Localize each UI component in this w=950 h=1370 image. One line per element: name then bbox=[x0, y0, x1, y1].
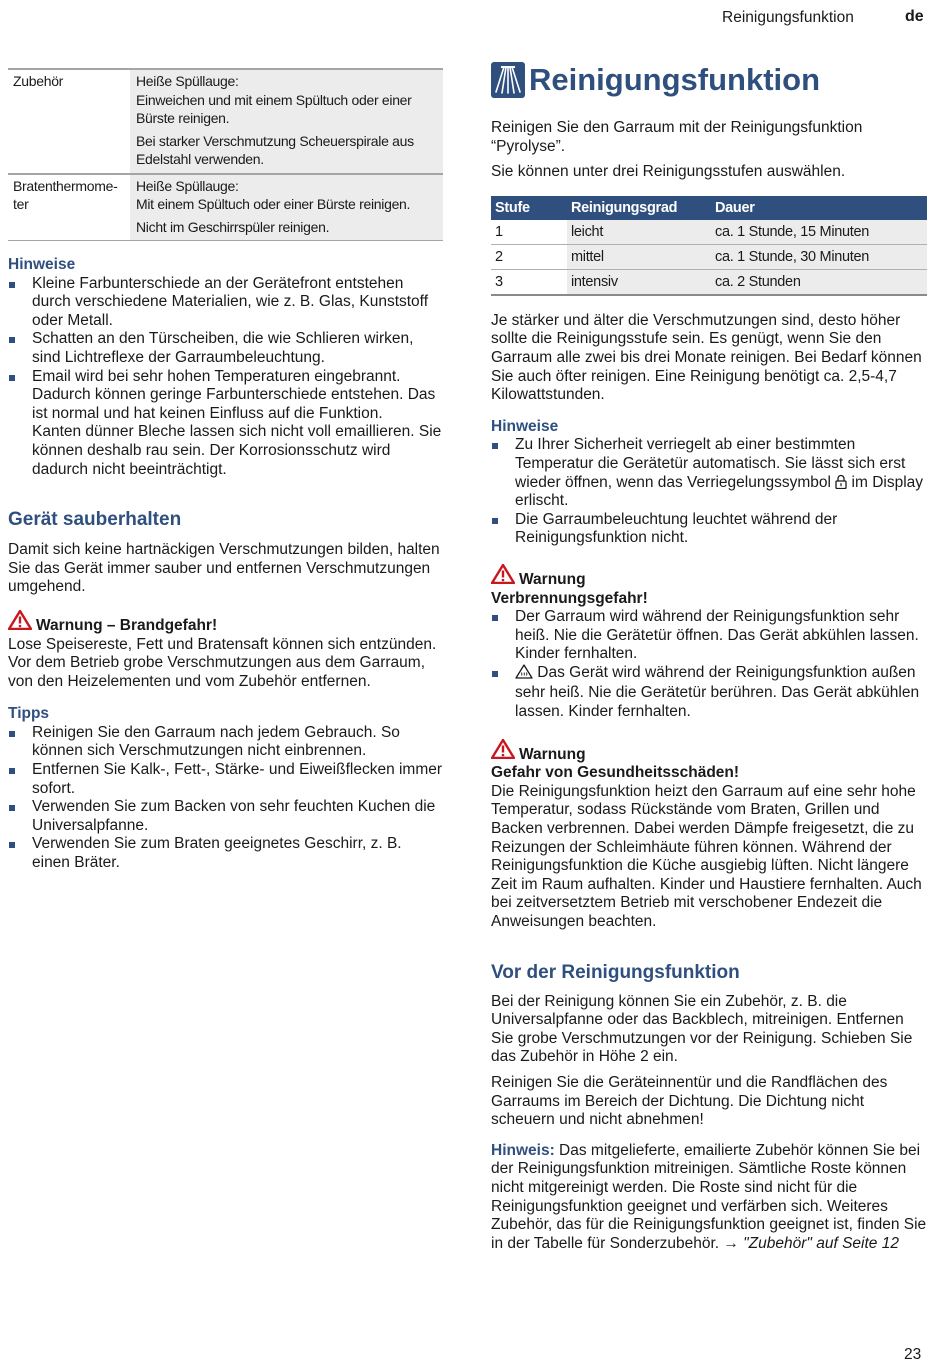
table-cell: ca. 1 Stunde, 30 Minuten bbox=[711, 245, 927, 270]
accessory-name bbox=[8, 174, 130, 241]
list-item: Die Garraumbeleuchtung leuchtet während der Reinigungsfunktion nicht. bbox=[491, 511, 927, 548]
column-header: Stufe bbox=[491, 196, 567, 220]
paragraph: Je stärker und älter die Verschmutzungen sind, desto höher sollte die Reinigungsstufe sein. Es genügt, wenn Sie den Garraum alle zwei bis drei Monate reinigen. Bei Bedarf können Sie auch öfter reinigen. Eine Reinigung benötigt ca. 2,5-4,7 Kilowattstunden. bbox=[491, 311, 922, 404]
left-column bbox=[8, 68, 443, 873]
table-cell: 2 bbox=[491, 245, 567, 270]
instruction: Nicht im Geschirrspüler reinigen. bbox=[136, 218, 330, 235]
table-cell: mittel bbox=[567, 245, 711, 270]
table-cell: leicht bbox=[567, 220, 711, 245]
intro-text: Reinigen Sie den Garraum mit der Reinigungsfunktion “Pyrolyse”. bbox=[491, 119, 863, 155]
list-item: Der Garraum wird während der Reinigungsfunktion sehr heiß. Nie die Gerätetür öffnen. Das Gerät abkühlen lassen. Kinder fernhalten. bbox=[491, 608, 927, 664]
tips-list bbox=[8, 724, 443, 873]
list-item: Entfernen Sie Kalk-, Fett-, Stärke- und Eiweißflecken immer sofort. bbox=[8, 761, 443, 798]
warning-title: Warnung bbox=[519, 570, 586, 588]
table-header-row bbox=[491, 196, 927, 220]
list-item bbox=[491, 436, 927, 510]
warning-heading bbox=[8, 610, 443, 636]
paragraph: Bei der Reinigung können Sie ein Zubehör, z. B. die Universalpfanne oder das Backblech, mitreinigen. Entfernen Sie grobe Verschmutzungen vor der Reinigung. Schieben Sie das Zubehör in Höhe 2 ein. bbox=[491, 992, 913, 1066]
warning-heading bbox=[491, 739, 927, 765]
column-header: Dauer bbox=[711, 196, 927, 220]
list-item: Verwenden Sie zum Braten geeignetes Geschirr, z. B. einen Bräter. bbox=[8, 835, 443, 872]
accessory-instructions bbox=[130, 174, 443, 241]
page-number: 23 bbox=[904, 1346, 922, 1363]
table-cell: 1 bbox=[491, 220, 567, 245]
list-item: Schatten an den Türscheiben, die wie Schlieren wirken, sind Lichtreflexe der Garraumbeleuchtung. bbox=[8, 330, 443, 367]
warning-text: Lose Speisereste, Fett und Bratensaft können sich entzünden. Vor dem Betrieb grobe Verschmutzungen aus dem Garraum, von den Heizelementen und vom Zubehör entfernen. bbox=[8, 635, 437, 690]
instruction: Heiße Spüllauge: Einweichen und mit einem Spültuch oder einer Bürste reinigen. bbox=[136, 73, 412, 126]
tips-heading: Tipps bbox=[8, 705, 50, 723]
paragraph: Reinigen Sie die Geräteinnentür und die Randflächen des Garraums im Bereich der Dichtung. Die Dichtung nicht scheuern und nicht abnehmen! bbox=[491, 1073, 888, 1129]
accessory-cleaning-table bbox=[8, 68, 443, 241]
hot-surface-icon bbox=[515, 664, 533, 685]
note-text: Zu Ihrer Sicherheit verriegelt ab einer bestimmten Temperatur die Gerätetür automatisch. Sie lässt sich erst wieder öffnen, wenn das Verriegelungssymbol bbox=[515, 436, 906, 491]
warning-triangle-icon bbox=[491, 739, 515, 765]
warning-item-text: Das Gerät wird während der Reinigungsfunktion außen sehr heiß. Nie die Gerätetür berühren. Das Gerät abkühlen lassen. Kinder fernhalten. bbox=[515, 663, 920, 721]
table-cell: ca. 2 Stunden bbox=[711, 270, 927, 295]
notes-heading: Hinweise bbox=[8, 256, 76, 273]
warning-triangle-icon bbox=[491, 564, 515, 590]
arrow-right-icon: → bbox=[723, 1234, 739, 1252]
section-title: Vor der Reinigungsfunktion bbox=[491, 961, 740, 983]
table-cell: 3 bbox=[491, 270, 567, 295]
list-item bbox=[491, 664, 927, 722]
header-title: Reinigungsfunktion bbox=[722, 9, 854, 26]
table-cell: intensiv bbox=[567, 270, 711, 295]
hint-label: Hinweis: bbox=[491, 1141, 555, 1159]
notes-list bbox=[8, 275, 443, 424]
warning-title: Warnung – Brandgefahr! bbox=[36, 616, 218, 634]
right-column bbox=[491, 62, 927, 1253]
accessory-instructions bbox=[130, 69, 443, 174]
hint-paragraph bbox=[491, 1142, 927, 1254]
list-item: Verwenden Sie zum Backen von sehr feuchten Kuchen die Universalpfanne. bbox=[8, 798, 443, 835]
warning-heading bbox=[491, 564, 927, 590]
pyrolysis-cleaning-icon bbox=[491, 62, 525, 98]
list-item: Email wird bei sehr hohen Temperaturen eingebrannt. Dadurch können geringe Farbunterschiede entstehen. Das ist normal und hat keinen Einfluss auf die Funktion. bbox=[8, 368, 443, 424]
accessory-name-text: Zubehör bbox=[13, 73, 64, 89]
table-row bbox=[491, 270, 927, 295]
hint-text: Das mitgelieferte, emailierte Zubehör können Sie bei der Reinigungsfunktion mitreinigen. Sämtliche Roste können nicht mitgereinigt werden. Die Roste sind nicht für die Reinigungsfunktion geeignet und verfärben sich. Weiteres Zubehör, das für die Reinigungsfunktion geeignet ist, finden Sie in der Tabelle für Sonderzubehör. bbox=[491, 1141, 927, 1252]
warning-triangle-icon bbox=[8, 610, 32, 636]
table-cell: ca. 1 Stunde, 15 Minuten bbox=[711, 220, 927, 245]
note-text: im Display erlischt. bbox=[515, 473, 924, 510]
chapter-title bbox=[491, 62, 927, 98]
table-row bbox=[8, 69, 443, 174]
cross-reference-link[interactable]: "Zubehör" auf Seite 12 bbox=[738, 1234, 899, 1252]
notes-list bbox=[491, 436, 927, 548]
accessory-name bbox=[8, 69, 130, 174]
list-item: Reinigen Sie den Garraum nach jedem Gebrauch. So können sich Verschmutzungen nicht einbrennen. bbox=[8, 724, 443, 761]
intro-text: Sie können unter drei Reinigungsstufen auswählen. bbox=[491, 163, 846, 181]
table-row bbox=[8, 174, 443, 241]
column-header: Reinigungsgrad bbox=[567, 196, 711, 220]
instruction: Bei starker Verschmutzung Scheuerspirale aus Edelstahl verwenden. bbox=[136, 132, 414, 167]
header-language: de bbox=[905, 8, 924, 25]
notes-heading: Hinweise bbox=[491, 417, 559, 435]
section-text: Damit sich keine hartnäckigen Verschmutzungen bilden, halten Sie das Gerät immer sauber und entfernen Verschmutzungen umgehend. bbox=[8, 541, 440, 596]
list-item: Kleine Farbunterschiede an der Gerätefront entstehen durch verschiedene Materialien, wie z. B. Glas, Kunststoff oder Metall. bbox=[8, 275, 443, 331]
warning-list bbox=[491, 608, 927, 722]
notes-continuation: Kanten dünner Bleche lassen sich nicht voll emaillieren. Sie können deshalb rau sein. Der Korrosionsschutz wird dadurch nicht beeinträchtigt. bbox=[32, 423, 442, 478]
accessory-name-text: Bratenthermome- ter bbox=[13, 177, 118, 212]
table-row bbox=[491, 220, 927, 245]
cleaning-levels-table bbox=[491, 196, 927, 296]
warning-subtitle: Gefahr von Gesundheitsschäden! bbox=[491, 764, 740, 782]
section-title: Gerät sauberhalten bbox=[8, 509, 182, 531]
chapter-title-text: Reinigungsfunktion bbox=[529, 62, 821, 97]
warning-title: Warnung bbox=[519, 745, 586, 763]
warning-text: Die Reinigungsfunktion heizt den Garraum auf eine sehr hohe Temperatur, sodass Rückstände vom Braten, Grillen und Backen verbrennen. Dabei werden Dämpfe freigesetzt, die zu Reizungen der Schleimhäute führen können. Während der Reinigungsfunktion die Küche ausgiebig lüften. Nicht längere Zeit im Raum aufhalten. Kinder und Haustiere fernhalten. Auch bei zeitversetztem Betrieb mit verschobener Endezeit die Anweisungen beachten. bbox=[491, 782, 922, 930]
lock-icon bbox=[835, 474, 847, 489]
table-row bbox=[491, 245, 927, 270]
instruction: Heiße Spüllauge: Mit einem Spültuch oder einer Bürste reinigen. bbox=[136, 177, 411, 212]
warning-subtitle: Verbrennungsgefahr! bbox=[491, 589, 648, 607]
